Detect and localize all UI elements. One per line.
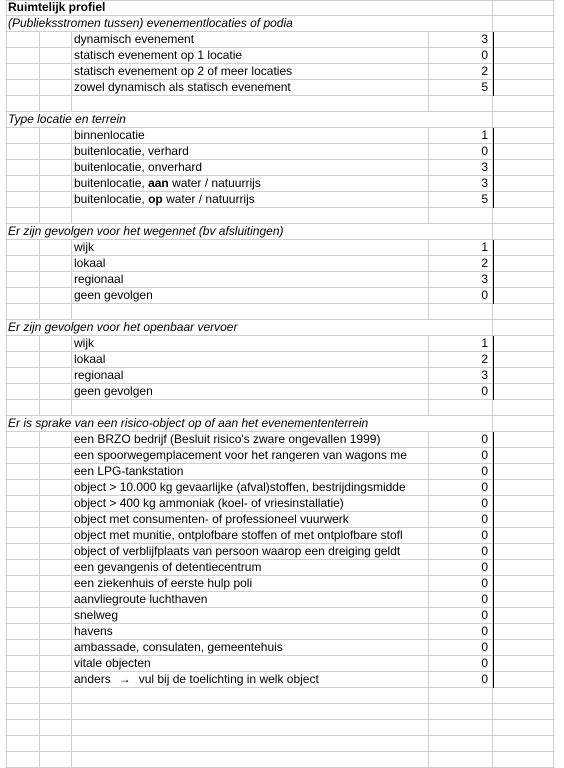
cell[interactable] xyxy=(6,480,40,496)
cell[interactable] xyxy=(493,736,554,752)
item-score[interactable]: 1 xyxy=(429,336,493,352)
cell[interactable] xyxy=(429,720,493,736)
cell[interactable] xyxy=(493,624,554,640)
list-item xyxy=(0,512,564,528)
item-score[interactable]: 3 xyxy=(429,272,493,288)
cell[interactable] xyxy=(40,544,72,560)
item-label[interactable]: een LPG-tankstation xyxy=(72,464,429,480)
item-score[interactable]: 0 xyxy=(429,640,493,656)
item-label-emphasis: op xyxy=(148,192,163,206)
cell[interactable] xyxy=(40,352,72,368)
section-heading-text[interactable]: Er is sprake van een risico-object op of aan het evenemententerrein xyxy=(6,416,429,432)
cell[interactable] xyxy=(493,656,554,672)
cell[interactable] xyxy=(6,496,40,512)
cell[interactable] xyxy=(40,496,72,512)
cell[interactable] xyxy=(6,160,40,176)
cell[interactable] xyxy=(40,672,72,688)
list-item xyxy=(0,544,564,560)
empty-row xyxy=(0,752,564,768)
item-score[interactable]: 0 xyxy=(429,464,493,480)
item-label-emphasis: aan xyxy=(148,176,169,190)
cell[interactable] xyxy=(493,608,554,624)
cell[interactable] xyxy=(429,752,493,768)
item-score[interactable]: 1 xyxy=(429,128,493,144)
list-item xyxy=(0,608,564,624)
item-label[interactable]: een gevangenis of detentiecentrum xyxy=(72,560,429,576)
sheet-title xyxy=(0,0,564,16)
empty-row xyxy=(0,720,564,736)
cell[interactable] xyxy=(6,64,40,80)
section-right-border xyxy=(493,240,494,304)
cell[interactable] xyxy=(40,368,72,384)
section-heading-text[interactable]: Er zijn gevolgen voor het wegennet (bv afsluitingen) xyxy=(6,224,429,240)
item-score[interactable]: 0 xyxy=(429,624,493,640)
item-label[interactable]: buitenlocatie, onverhard xyxy=(72,160,429,176)
cell[interactable] xyxy=(493,752,554,768)
list-item xyxy=(0,576,564,592)
cell[interactable] xyxy=(493,448,554,464)
item-score[interactable]: 0 xyxy=(429,384,493,400)
cell[interactable] xyxy=(40,256,72,272)
section-heading-text[interactable]: (Publieksstromen tussen) evenementlocaties of podia xyxy=(6,16,429,32)
list-item xyxy=(0,128,564,144)
list-item xyxy=(0,176,564,192)
cell[interactable] xyxy=(40,128,72,144)
item-score[interactable]: 0 xyxy=(429,672,493,688)
cell[interactable] xyxy=(6,464,40,480)
list-item xyxy=(0,64,564,80)
item-score[interactable]: 0 xyxy=(429,288,493,304)
cell[interactable] xyxy=(493,400,554,416)
cell[interactable] xyxy=(429,208,493,224)
cell[interactable] xyxy=(40,656,72,672)
cell[interactable] xyxy=(6,336,40,352)
item-label[interactable]: object > 10.000 kg gevaarlijke (afval)stoffen, bestrijdingsmidde xyxy=(72,480,429,496)
cell[interactable] xyxy=(493,720,554,736)
cell[interactable] xyxy=(6,720,40,736)
item-score[interactable]: 0 xyxy=(429,528,493,544)
cell[interactable] xyxy=(493,64,554,80)
cell[interactable] xyxy=(40,96,72,112)
cell[interactable] xyxy=(6,80,40,96)
sheet-title-text[interactable]: Ruimtelijk profiel xyxy=(6,0,429,16)
item-label[interactable]: statisch evenement op 2 of meer locaties xyxy=(72,64,429,80)
cell[interactable] xyxy=(429,704,493,720)
item-label[interactable]: snelweg xyxy=(72,608,429,624)
section-heading xyxy=(0,112,564,128)
cell[interactable] xyxy=(40,208,72,224)
cell[interactable] xyxy=(40,576,72,592)
cell[interactable] xyxy=(6,176,40,192)
cell[interactable] xyxy=(493,288,554,304)
item-score[interactable]: 0 xyxy=(429,544,493,560)
cell[interactable] xyxy=(6,512,40,528)
cell[interactable] xyxy=(6,736,40,752)
cell[interactable] xyxy=(40,704,72,720)
section-right-border xyxy=(493,32,494,96)
cell[interactable] xyxy=(6,576,40,592)
cell[interactable] xyxy=(6,96,40,112)
item-score[interactable]: 0 xyxy=(429,576,493,592)
cell[interactable] xyxy=(40,512,72,528)
cell[interactable] xyxy=(40,192,72,208)
cell[interactable] xyxy=(40,560,72,576)
cell[interactable] xyxy=(493,96,554,112)
cell[interactable] xyxy=(429,736,493,752)
item-score[interactable]: 0 xyxy=(429,656,493,672)
list-item xyxy=(0,288,564,304)
list-item xyxy=(0,352,564,368)
list-item xyxy=(0,624,564,640)
item-score[interactable]: 0 xyxy=(429,448,493,464)
cell[interactable] xyxy=(40,640,72,656)
list-item xyxy=(0,432,564,448)
item-label[interactable]: havens xyxy=(72,624,429,640)
cell[interactable] xyxy=(40,432,72,448)
item-label-part: water / natuurrijs xyxy=(162,192,255,206)
cell[interactable] xyxy=(493,512,554,528)
cell[interactable] xyxy=(429,688,493,704)
section-heading xyxy=(0,224,564,240)
item-label[interactable]: object met consumenten- of professioneel vuurwerk xyxy=(72,512,429,528)
cell[interactable] xyxy=(40,48,72,64)
cell[interactable] xyxy=(40,448,72,464)
cell[interactable] xyxy=(493,48,554,64)
item-label[interactable]: object of verblijfplaats van persoon waarop een dreiging geldt xyxy=(72,544,429,560)
cell[interactable] xyxy=(72,304,429,320)
cell[interactable] xyxy=(40,752,72,768)
item-score[interactable]: 3 xyxy=(429,32,493,48)
list-item xyxy=(0,80,564,96)
list-item xyxy=(0,48,564,64)
item-label[interactable]: statisch evenement op 1 locatie xyxy=(72,48,429,64)
list-item xyxy=(0,336,564,352)
cell[interactable] xyxy=(429,16,493,32)
list-item xyxy=(0,448,564,464)
cell[interactable] xyxy=(6,448,40,464)
item-label[interactable]: object met munitie, ontplofbare stoffen of met ontplofbare stofl xyxy=(72,528,429,544)
list-item xyxy=(0,560,564,576)
list-item xyxy=(0,144,564,160)
cell[interactable] xyxy=(40,480,72,496)
cell[interactable] xyxy=(429,224,493,240)
list-item xyxy=(0,592,564,608)
cell[interactable] xyxy=(6,672,40,688)
cell[interactable] xyxy=(493,192,554,208)
cell[interactable] xyxy=(493,320,554,336)
empty-row xyxy=(0,304,564,320)
empty-row xyxy=(0,96,564,112)
list-item xyxy=(0,464,564,480)
section-heading-text[interactable]: Er zijn gevolgen voor het openbaar vervoer xyxy=(6,320,429,336)
cell[interactable] xyxy=(493,208,554,224)
cell[interactable] xyxy=(6,48,40,64)
cell[interactable] xyxy=(6,304,40,320)
empty-row xyxy=(0,704,564,720)
cell[interactable] xyxy=(493,464,554,480)
cell[interactable] xyxy=(493,256,554,272)
cell[interactable] xyxy=(6,544,40,560)
cell[interactable] xyxy=(6,128,40,144)
cell[interactable] xyxy=(6,656,40,672)
cell[interactable] xyxy=(493,672,554,688)
cell[interactable] xyxy=(493,304,554,320)
section-heading xyxy=(0,320,564,336)
cell[interactable] xyxy=(6,240,40,256)
item-score[interactable]: 3 xyxy=(429,160,493,176)
item-label[interactable] xyxy=(72,672,429,688)
item-label[interactable]: regionaal xyxy=(72,272,429,288)
cell[interactable] xyxy=(40,336,72,352)
cell[interactable] xyxy=(72,688,429,704)
cell[interactable] xyxy=(429,304,493,320)
cell[interactable] xyxy=(493,176,554,192)
list-item xyxy=(0,528,564,544)
section-heading xyxy=(0,16,564,32)
cell[interactable] xyxy=(40,384,72,400)
list-item xyxy=(0,256,564,272)
list-item xyxy=(0,496,564,512)
cell[interactable] xyxy=(6,352,40,368)
item-label[interactable]: wijk xyxy=(72,240,429,256)
cell[interactable] xyxy=(6,272,40,288)
cell[interactable] xyxy=(493,112,554,128)
cell[interactable] xyxy=(493,560,554,576)
cell[interactable] xyxy=(493,416,554,432)
item-label[interactable]: vitale objecten xyxy=(72,656,429,672)
cell[interactable] xyxy=(40,736,72,752)
cell[interactable] xyxy=(493,480,554,496)
list-item xyxy=(0,368,564,384)
cell[interactable] xyxy=(493,352,554,368)
cell[interactable] xyxy=(493,496,554,512)
cell[interactable] xyxy=(493,272,554,288)
item-label[interactable]: ambassade, consulaten, gemeentehuis xyxy=(72,640,429,656)
item-score[interactable]: 3 xyxy=(429,368,493,384)
cell[interactable] xyxy=(429,112,493,128)
item-label-part: anders xyxy=(74,672,111,686)
list-item xyxy=(0,640,564,656)
cell[interactable] xyxy=(6,32,40,48)
item-score[interactable]: 5 xyxy=(429,192,493,208)
cell[interactable] xyxy=(40,176,72,192)
cell[interactable] xyxy=(6,368,40,384)
empty-row xyxy=(0,208,564,224)
list-item xyxy=(0,384,564,400)
item-label[interactable]: object > 400 kg ammoniak (koel- of vriesinstallatie) xyxy=(72,496,429,512)
cell[interactable] xyxy=(6,528,40,544)
item-label-part: buitenlocatie, xyxy=(74,176,149,190)
cell[interactable] xyxy=(429,0,493,16)
item-label-part: vul bij de toelichting in welk object xyxy=(138,672,319,686)
item-label[interactable]: lokaal xyxy=(72,352,429,368)
item-score[interactable]: 3 xyxy=(429,176,493,192)
item-label[interactable] xyxy=(72,192,429,208)
item-score[interactable]: 0 xyxy=(429,608,493,624)
cell[interactable] xyxy=(72,400,429,416)
empty-row xyxy=(0,688,564,704)
cell[interactable] xyxy=(6,192,40,208)
cell[interactable] xyxy=(493,160,554,176)
item-label[interactable]: binnenlocatie xyxy=(72,128,429,144)
cell[interactable] xyxy=(6,384,40,400)
list-item xyxy=(0,656,564,672)
cell[interactable] xyxy=(40,592,72,608)
cell[interactable] xyxy=(429,96,493,112)
cell[interactable] xyxy=(72,720,429,736)
cell[interactable] xyxy=(40,624,72,640)
item-score[interactable]: 2 xyxy=(429,256,493,272)
cell[interactable] xyxy=(40,528,72,544)
list-item xyxy=(0,272,564,288)
section-right-border xyxy=(493,336,494,400)
cell[interactable] xyxy=(493,384,554,400)
item-label[interactable]: buitenlocatie, verhard xyxy=(72,144,429,160)
item-score[interactable]: 0 xyxy=(429,480,493,496)
cell[interactable] xyxy=(40,288,72,304)
cell[interactable] xyxy=(493,16,554,32)
section-heading xyxy=(0,416,564,432)
cell[interactable] xyxy=(40,64,72,80)
cell[interactable] xyxy=(493,704,554,720)
cell[interactable] xyxy=(493,80,554,96)
cell[interactable] xyxy=(40,688,72,704)
item-label[interactable]: geen gevolgen xyxy=(72,288,429,304)
cell[interactable] xyxy=(493,592,554,608)
cell[interactable] xyxy=(6,256,40,272)
item-label-part: buitenlocatie, xyxy=(74,192,149,206)
cell[interactable] xyxy=(493,128,554,144)
cell[interactable] xyxy=(493,368,554,384)
item-label[interactable]: lokaal xyxy=(72,256,429,272)
item-score[interactable]: 5 xyxy=(429,80,493,96)
cell[interactable] xyxy=(6,592,40,608)
item-label[interactable]: regionaal xyxy=(72,368,429,384)
item-score[interactable]: 0 xyxy=(429,144,493,160)
item-score[interactable]: 0 xyxy=(429,560,493,576)
cell[interactable] xyxy=(6,624,40,640)
cell[interactable] xyxy=(493,0,554,16)
item-label[interactable]: een ziekenhuis of eerste hulp poli xyxy=(72,576,429,592)
item-score[interactable]: 2 xyxy=(429,64,493,80)
cell[interactable] xyxy=(40,304,72,320)
section-heading-text[interactable]: Type locatie en terrein xyxy=(6,112,429,128)
cell[interactable] xyxy=(6,400,40,416)
cell[interactable] xyxy=(72,96,429,112)
cell[interactable] xyxy=(72,752,429,768)
cell[interactable] xyxy=(493,576,554,592)
item-label[interactable]: dynamisch evenement xyxy=(72,32,429,48)
item-score[interactable]: 0 xyxy=(429,512,493,528)
cell[interactable] xyxy=(40,144,72,160)
cell[interactable] xyxy=(40,160,72,176)
item-score[interactable]: 0 xyxy=(429,592,493,608)
cell[interactable] xyxy=(6,560,40,576)
item-score[interactable]: 0 xyxy=(429,432,493,448)
item-score[interactable]: 1 xyxy=(429,240,493,256)
list-item xyxy=(0,160,564,176)
item-label[interactable]: een spoorwegemplacement voor het rangeren van wagons me xyxy=(72,448,429,464)
cell[interactable] xyxy=(493,336,554,352)
cell[interactable] xyxy=(493,640,554,656)
cell[interactable] xyxy=(493,224,554,240)
list-item xyxy=(0,240,564,256)
cell[interactable] xyxy=(493,240,554,256)
item-label[interactable] xyxy=(72,176,429,192)
cell[interactable] xyxy=(6,288,40,304)
cell[interactable] xyxy=(72,208,429,224)
cell[interactable] xyxy=(6,704,40,720)
cell[interactable] xyxy=(40,80,72,96)
cell[interactable] xyxy=(493,688,554,704)
cell[interactable] xyxy=(493,32,554,48)
cell[interactable] xyxy=(429,416,493,432)
cell[interactable] xyxy=(493,432,554,448)
section-right-border xyxy=(493,432,494,688)
cell[interactable] xyxy=(72,704,429,720)
item-score[interactable]: 0 xyxy=(429,496,493,512)
cell[interactable] xyxy=(6,608,40,624)
item-label-part: water / natuurrijs xyxy=(168,176,261,190)
cell[interactable] xyxy=(429,400,493,416)
cell[interactable] xyxy=(40,272,72,288)
item-score[interactable]: 0 xyxy=(429,48,493,64)
cell[interactable] xyxy=(493,528,554,544)
empty-row xyxy=(0,400,564,416)
empty-row xyxy=(0,736,564,752)
cell[interactable] xyxy=(6,144,40,160)
cell[interactable] xyxy=(6,208,40,224)
list-item xyxy=(0,480,564,496)
cell[interactable] xyxy=(493,144,554,160)
cell[interactable] xyxy=(6,688,40,704)
item-label[interactable]: geen gevolgen xyxy=(72,384,429,400)
cell[interactable] xyxy=(429,320,493,336)
list-item xyxy=(0,192,564,208)
cell[interactable] xyxy=(493,544,554,560)
cell[interactable] xyxy=(6,640,40,656)
cell[interactable] xyxy=(6,432,40,448)
list-item xyxy=(0,672,564,688)
item-label[interactable]: een BRZO bedrijf (Besluit risico's zware ongevallen 1999) xyxy=(72,432,429,448)
item-label[interactable]: wijk xyxy=(72,336,429,352)
cell[interactable] xyxy=(40,240,72,256)
item-label[interactable]: zowel dynamisch als statisch evenement xyxy=(72,80,429,96)
cell[interactable] xyxy=(6,752,40,768)
cell[interactable] xyxy=(40,464,72,480)
cell[interactable] xyxy=(40,32,72,48)
arrow-icon: → xyxy=(118,672,131,686)
cell[interactable] xyxy=(40,720,72,736)
section-right-border xyxy=(493,128,494,208)
item-label[interactable]: aanvliegroute luchthaven xyxy=(72,592,429,608)
cell[interactable] xyxy=(72,736,429,752)
list-item xyxy=(0,32,564,48)
cell[interactable] xyxy=(40,400,72,416)
item-score[interactable]: 2 xyxy=(429,352,493,368)
cell[interactable] xyxy=(40,608,72,624)
